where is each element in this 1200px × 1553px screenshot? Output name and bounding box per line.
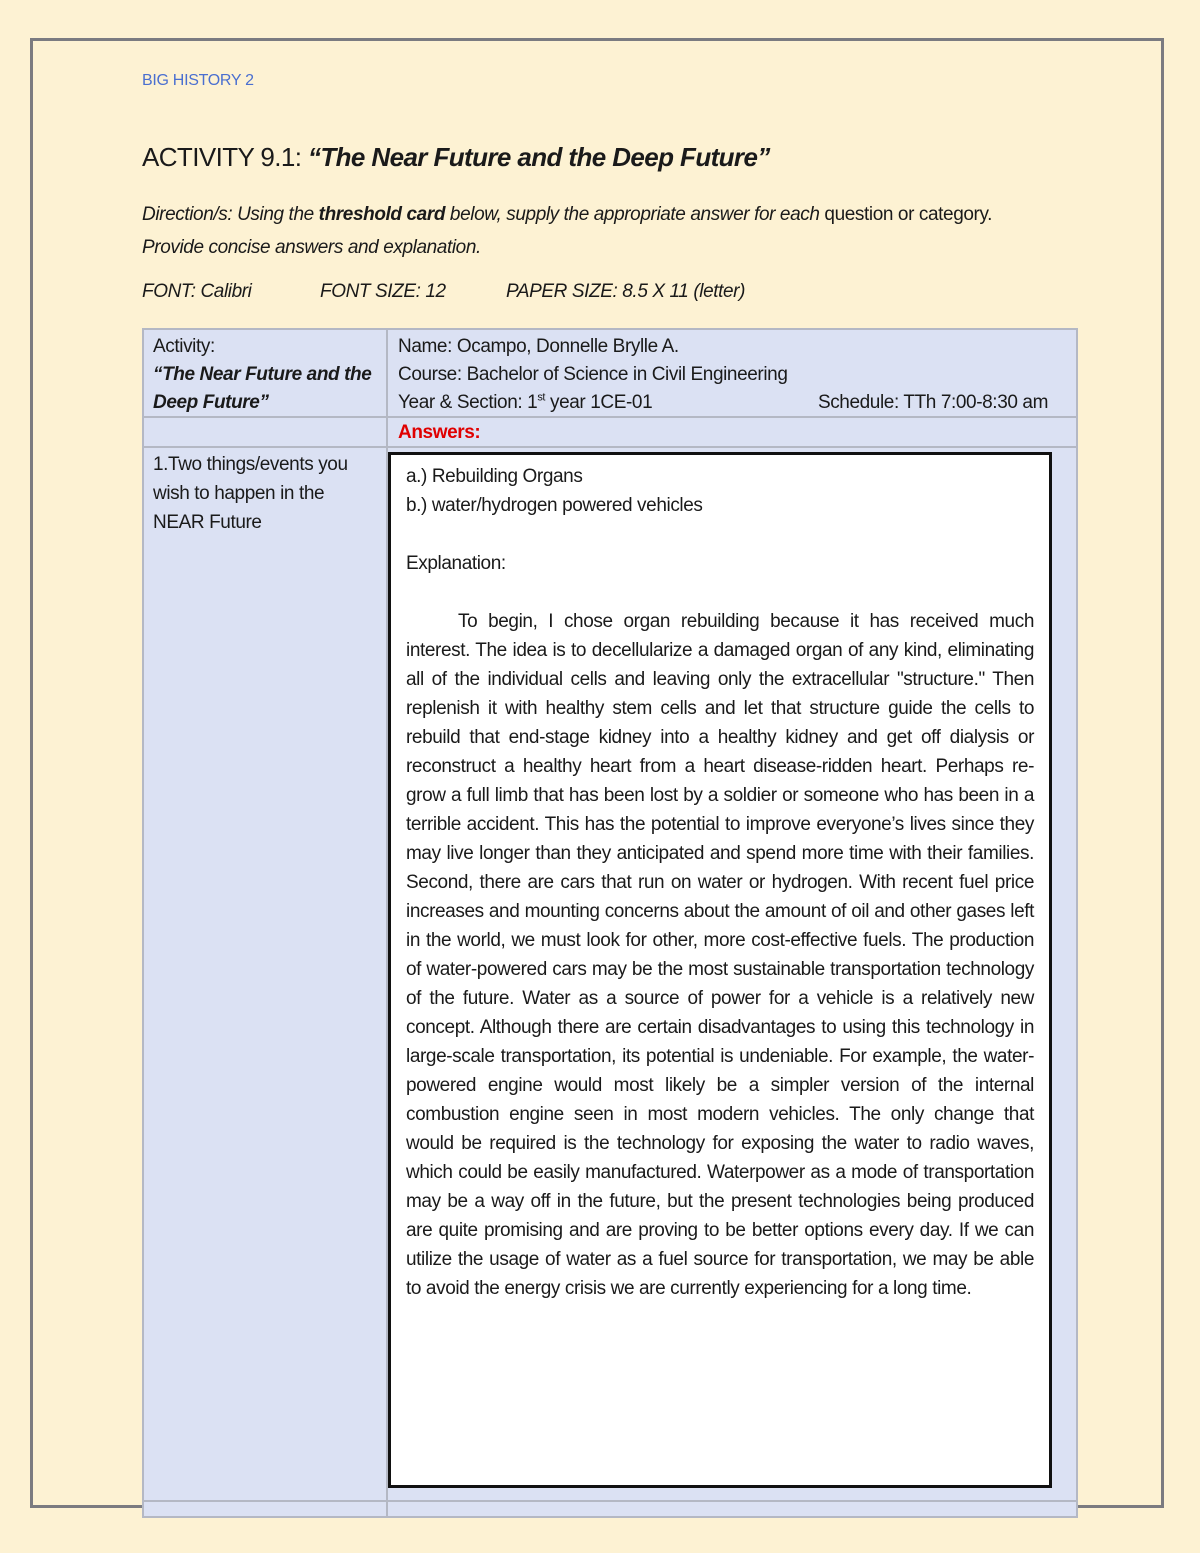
activity-label: Activity: <box>153 336 215 357</box>
format-font-size: FONT SIZE: 12 <box>320 281 446 302</box>
question-1: 1.Two things/events you wish to happen in the NEAR Future <box>153 454 348 533</box>
year-section-sup: st <box>537 391 546 404</box>
format-font: FONT: Calibri <box>142 281 252 302</box>
answer-a: a.) Rebuilding Organs <box>406 466 583 487</box>
directions <box>142 198 1052 264</box>
year-section-suffix: year 1CE-01 <box>545 392 653 413</box>
explanation-text: To begin, I chose organ rebuilding because it has received much interest. The idea is to decellularize a damaged organ of any kind, eliminating all of the individual cells and leaving only the extracellular "structure." Then replenish it with healthy stem cells and let that structure guide the cells to rebuild that end-stage kidney into a healthy kidney and get off dialysis or reconstruct a healthy heart from a heart disease-ridden heart. Perhaps re-grow a full limb that has been lost by a soldier or someone who has been in a terrible accident. This has the potential to improve everyone’s lives since they may live longer than they anticipated and spend more time with their families. Second, there are cars that run on water or hydrogen. With recent fuel price increases and mounting concerns about the amount of oil and other gases left in the world, we must look for other, more cost-effective fuels. The production of water-powered cars may be the most sustainable transportation technology of the future. Water as a source of power for a vehicle is a relatively new concept. Although there are certain disadvantages to using this technology in large-scale transportation, its potential is undeniable. For example, the water-powered engine would most likely be a simpler version of the internal combustion engine seen in most modern vehicles. The only change that would be required is the technology for exposing the water to radio waves, which could be easily manufactured. Waterpower as a mode of transportation may be a way off in the future, but the present technologies being produced are quite promising and are proving to be better options every day. If we can utilize the usage of water as a fuel source for transportation, we may be able to avoid the energy crisis we are currently experiencing for a long time. <box>406 611 1034 1299</box>
schedule: Schedule: TTh 7:00-8:30 am <box>817 392 1048 413</box>
answer-textbox[interactable] <box>388 452 1052 1488</box>
student-course: Course: Bachelor of Science in Civil Engineering <box>398 364 788 385</box>
activity-cell <box>153 333 383 417</box>
answers-label: Answers: <box>398 422 481 443</box>
directions-text-2: below, supply the appropriate answer for each <box>445 204 825 225</box>
activity-name: “The Near Future and the Deep Future” <box>307 142 770 172</box>
format-paper-size: PAPER SIZE: 8.5 X 11 (letter) <box>506 281 746 302</box>
year-schedule-row <box>398 389 1070 417</box>
directions-threshold-card: threshold card <box>318 204 446 225</box>
year-section <box>398 389 652 417</box>
course-header: BIG HISTORY 2 <box>142 72 254 89</box>
answer-b: b.) water/hydrogen powered vehicles <box>406 495 703 516</box>
row-divider-2 <box>144 446 1076 448</box>
activity-number: ACTIVITY 9.1: <box>142 142 302 172</box>
activity-title <box>142 142 770 173</box>
threshold-card <box>142 328 1078 1518</box>
student-info <box>398 333 1070 417</box>
activity-cell-title: “The Near Future and the Deep Future” <box>153 364 372 413</box>
directions-question: question or category. <box>824 204 993 225</box>
directions-text-1: Direction/s: Using the <box>142 204 319 225</box>
format-requirements <box>142 281 745 303</box>
year-section-prefix: Year & Section: 1 <box>398 392 538 413</box>
row-divider-3 <box>144 1500 1076 1502</box>
student-name: Name: Ocampo, Donnelle Brylle A. <box>398 336 679 357</box>
explanation-label: Explanation: <box>406 553 506 574</box>
directions-text-3: Provide concise answers and explanation. <box>142 237 481 258</box>
